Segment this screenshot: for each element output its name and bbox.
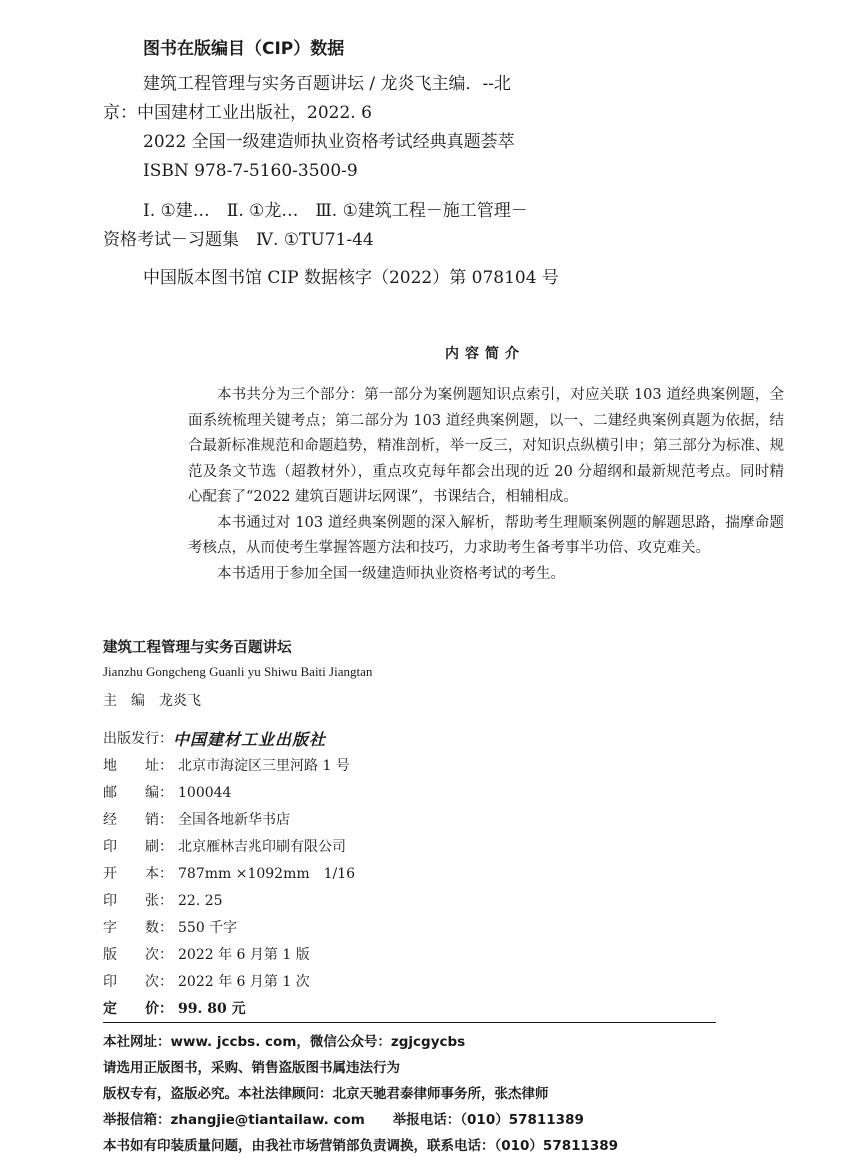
- meta-label: 开 本：: [103, 866, 173, 882]
- price-value: 99. 80 元: [178, 1001, 246, 1017]
- footer-report: [103, 1107, 618, 1133]
- meta-label: 印 张：: [103, 893, 173, 909]
- cip-line: Ⅰ. ①建… Ⅱ. ①龙… Ⅲ. ①建筑工程－施工管理－: [143, 201, 528, 221]
- meta-value: 2022 年 6 月第 1 次: [178, 974, 310, 990]
- meta-label: 字 数：: [103, 920, 173, 936]
- summary-paragraph: 本书通过对 103 道经典案例题的深入解析，帮助考生理顺案例题的解题思路，揣摩命题考核点，从而使考生掌握答题方法和技巧，力求助考生备考事半功倍、攻克难关。: [188, 514, 784, 556]
- footer-quality: 本书如有印装质量问题，由我社市场营销部负责调换，联系电话：（010）57811389: [103, 1138, 619, 1154]
- meta-value: 100044: [178, 785, 232, 801]
- footer-anti-piracy: 请选用正版图书，采购、销售盗版图书属违法行为: [103, 1060, 400, 1076]
- publication-info: [103, 726, 355, 1023]
- report-email: 举报信箱：zhangjie@tiantailaw. com: [103, 1112, 365, 1128]
- copyright-notice: 版权专有，盗版必究。: [103, 1086, 238, 1102]
- summary-paragraph: 本书共分为三个部分：第一部分为案例题知识点索引，对应关联 103 道经典案例题，全面系统梳理关键考点；第二部分为 103 道经典案例题，以一、二建经典案例真题为依据，结合最新标准规范和命题趋势，精准剖析，举一反三，对知识点纵横引申；第三部分为标准、规范及条文节选（超教材外），重点攻克每年都会出现的近 20 分超纲和最新规范考点。同时精心配套了“2022 建筑百题讲坛网课”，书课结合，相辅相成。: [188, 387, 784, 505]
- meta-row: [103, 834, 355, 861]
- meta-value: 787mm ×1092mm 1/16: [178, 866, 356, 882]
- footer-website: 本社网址：www. jccbs. com，微信公众号：zgjcgycbs: [103, 1034, 466, 1050]
- summary-title: 内容简介: [445, 346, 525, 362]
- cip-line: 京：中国建材工业出版社，2022. 6: [103, 103, 372, 123]
- meta-label: 定 价：: [103, 1001, 173, 1017]
- meta-label: 经 销：: [103, 812, 173, 828]
- meta-row: [103, 861, 355, 888]
- meta-row: [103, 969, 355, 996]
- publisher-row: [103, 726, 355, 753]
- meta-label: 版 次：: [103, 947, 173, 963]
- book-editor: 主 编 龙炎飞: [103, 693, 201, 709]
- meta-value: 全国各地新华书店: [178, 812, 290, 828]
- meta-label: 邮 编：: [103, 785, 173, 801]
- cip-line: ISBN 978-7-5160-3500-9: [143, 161, 358, 181]
- footer-copyright: [103, 1081, 618, 1107]
- book-title: 建筑工程管理与实务百题讲坛: [103, 640, 292, 656]
- meta-row: [103, 780, 355, 807]
- legal-counsel: 本社法律顾问：北京天驰君泰律师事务所，张杰律师: [238, 1086, 549, 1102]
- publisher-logo: 中国建材工业出版社: [173, 730, 327, 749]
- cip-line: 资格考试－习题集 Ⅳ. ①TU71-44: [103, 230, 374, 250]
- meta-value: 北京市海淀区三里河路 1 号: [178, 758, 350, 774]
- meta-value: 2022 年 6 月第 1 版: [178, 947, 310, 963]
- book-pinyin: Jianzhu Gongcheng Guanli yu Shiwu Baiti Jiangtan: [103, 664, 373, 679]
- cip-line: 中国版本图书馆 CIP 数据核字（2022）第 078104 号: [143, 268, 559, 288]
- cip-line: 2022 全国一级建造师执业资格考试经典真题荟萃: [143, 132, 515, 152]
- summary-body: [188, 383, 784, 587]
- meta-value: 22. 25: [178, 893, 223, 909]
- divider: [103, 1022, 716, 1023]
- meta-row: [103, 915, 355, 942]
- meta-row: [103, 807, 355, 834]
- cip-heading: 图书在版编目（CIP）数据: [143, 39, 345, 59]
- report-phone: 举报电话：（010）57811389: [392, 1112, 584, 1128]
- footer: [103, 1029, 618, 1159]
- summary-paragraph: 本书适用于参加全国一级建造师执业资格考试的考生。: [217, 565, 565, 582]
- meta-row: [103, 888, 355, 915]
- meta-label: 印 次：: [103, 974, 173, 990]
- meta-value: 550 千字: [178, 920, 238, 936]
- meta-label: 地 址：: [103, 758, 173, 774]
- meta-row: [103, 753, 355, 780]
- price-row: [103, 996, 355, 1023]
- meta-value: 北京雁林吉兆印刷有限公司: [178, 839, 346, 855]
- meta-label: 印 刷：: [103, 839, 173, 855]
- publisher-label: 出版发行：: [103, 731, 173, 747]
- cip-line: 建筑工程管理与实务百题讲坛 / 龙炎飞主编．--北: [143, 74, 512, 94]
- meta-row: [103, 942, 355, 969]
